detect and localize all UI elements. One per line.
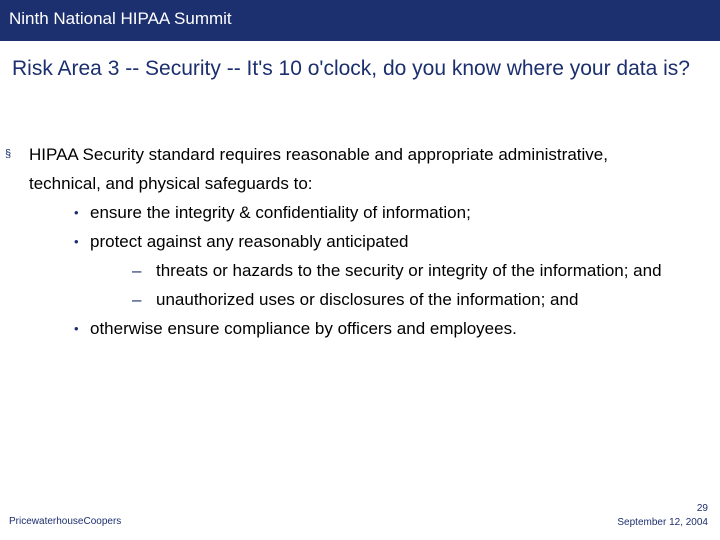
sub-bullet-text: otherwise ensure compliance by officers and employees. bbox=[90, 319, 517, 338]
dot-bullet-icon: • bbox=[74, 234, 79, 249]
sub-bullet bbox=[0, 227, 720, 256]
sub-sub-bullet-text: threats or hazards to the security or integrity of the information; and bbox=[156, 261, 662, 280]
slide-body bbox=[0, 140, 720, 343]
slide-title: Risk Area 3 -- Security -- It's 10 o'clock, do you know where your data is? bbox=[12, 57, 690, 80]
footer-date: September 12, 2004 bbox=[617, 517, 708, 528]
dot-bullet-icon: • bbox=[74, 321, 79, 336]
header-title: Ninth National HIPAA Summit bbox=[9, 9, 232, 28]
sub-bullet bbox=[0, 314, 720, 343]
footer-info bbox=[617, 502, 708, 530]
sub-sub-bullet bbox=[0, 285, 720, 314]
sub-bullet-text: ensure the integrity & confidentiality of information; bbox=[90, 203, 471, 222]
sub-bullet-text: protect against any reasonably anticipated bbox=[90, 232, 409, 251]
footer-company: PricewaterhouseCoopers bbox=[9, 516, 122, 527]
dash-bullet-icon: – bbox=[132, 290, 142, 309]
dash-bullet-icon: – bbox=[132, 261, 142, 280]
dot-bullet-icon: • bbox=[74, 205, 79, 220]
header-bar bbox=[0, 0, 720, 41]
main-bullet-text-line2: technical, and physical safeguards to: bbox=[29, 174, 313, 193]
main-bullet bbox=[0, 140, 720, 169]
sub-bullet bbox=[0, 198, 720, 227]
main-bullet-continuation bbox=[0, 169, 720, 198]
page-number: 29 bbox=[696, 503, 708, 514]
sub-sub-bullet-text: unauthorized uses or disclosures of the information; and bbox=[156, 290, 579, 309]
sub-sub-bullet bbox=[0, 256, 720, 285]
main-bullet-text-line1: HIPAA Security standard requires reasonable and appropriate administrative, bbox=[29, 145, 608, 164]
square-bullet-icon: § bbox=[5, 148, 12, 160]
